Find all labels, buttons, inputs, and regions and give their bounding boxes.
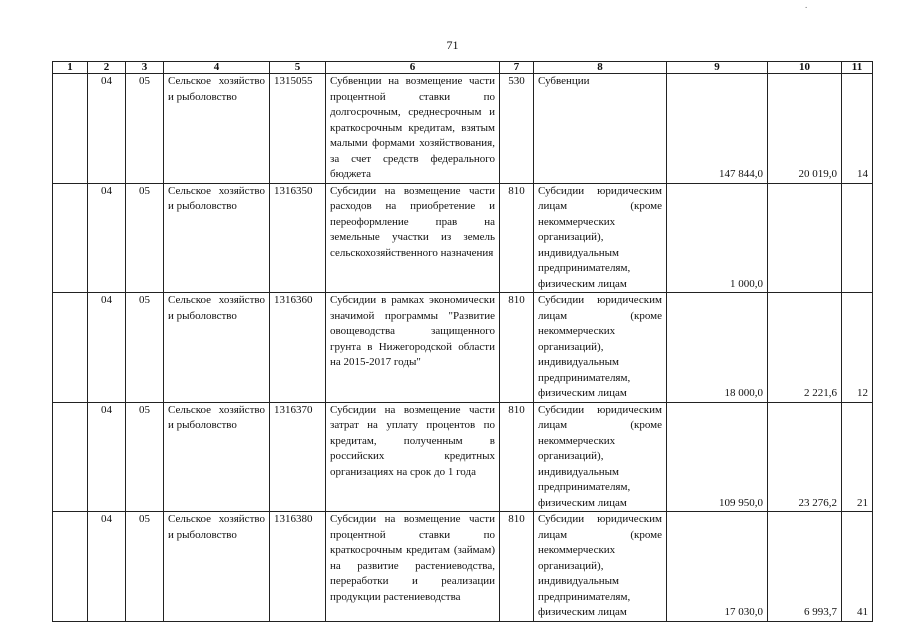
row-index-cell [53, 293, 88, 403]
target-code: 1316360 [270, 293, 326, 403]
subsection-code: 05 [126, 74, 164, 184]
header-cell-7: 7 [500, 62, 534, 74]
header-cell-10: 10 [768, 62, 842, 74]
table-row [53, 293, 873, 403]
expense-description: Субвенции на возмещение части процентной ставки по долгосрочным, среднесрочным и краткосрочным кредитам, взятым малыми формами хозяйствования, за счет средств федерального бюджета [326, 74, 500, 184]
section-name: Сельское хозяйство и рыболовство [164, 293, 270, 403]
table-row [53, 512, 873, 622]
target-code: 1316350 [270, 183, 326, 293]
expense-type-code: 530 [500, 74, 534, 184]
table-row [53, 183, 873, 293]
planned-amount: 109 950,0 [667, 402, 768, 512]
expense-type-code: 810 [500, 183, 534, 293]
budget-table [52, 61, 873, 622]
header-cell-4: 4 [164, 62, 270, 74]
section-name: Сельское хозяйство и рыболовство [164, 74, 270, 184]
expense-description: Субсидии в рамках экономически значимой программы "Развитие овощеводства защищенного грунта в Нижегородской области на 2015-2017 годы" [326, 293, 500, 403]
header-cell-6: 6 [326, 62, 500, 74]
target-code: 1316370 [270, 402, 326, 512]
planned-amount: 18 000,0 [667, 293, 768, 403]
section-code: 04 [88, 402, 126, 512]
header-row [53, 62, 873, 74]
header-cell-3: 3 [126, 62, 164, 74]
percent-executed: 12 [842, 293, 873, 403]
row-index-cell [53, 183, 88, 293]
expense-type-name: Субсидии юридическим лицам (кроме некоммерческих организаций), индивидуальным предпринимателям, физическим лицам [534, 402, 667, 512]
row-index-cell [53, 402, 88, 512]
expense-type-code: 810 [500, 402, 534, 512]
percent-executed: 21 [842, 402, 873, 512]
expense-description: Субсидии на возмещение части расходов на приобретение и переоформление прав на земельные участки из земель сельскохозяйственного назначения [326, 183, 500, 293]
percent-executed: 14 [842, 74, 873, 184]
subsection-code: 05 [126, 293, 164, 403]
planned-amount: 1 000,0 [667, 183, 768, 293]
header-cell-2: 2 [88, 62, 126, 74]
section-code: 04 [88, 183, 126, 293]
expense-type-name: Субсидии юридическим лицам (кроме некоммерческих организаций), индивидуальным предпринимателям, физическим лицам [534, 183, 667, 293]
actual-amount: 6 993,7 [768, 512, 842, 622]
actual-amount: 2 221,6 [768, 293, 842, 403]
header-cell-1: 1 [53, 62, 88, 74]
target-code: 1316380 [270, 512, 326, 622]
expense-type-name: Субвенции [534, 74, 667, 184]
expense-type-name: Субсидии юридическим лицам (кроме некоммерческих организаций), индивидуальным предпринимателям, физическим лицам [534, 512, 667, 622]
subsection-code: 05 [126, 402, 164, 512]
table-row [53, 402, 873, 512]
subsection-code: 05 [126, 183, 164, 293]
header-cell-11: 11 [842, 62, 873, 74]
planned-amount: 147 844,0 [667, 74, 768, 184]
expense-description: Субсидии на возмещение части затрат на уплату процентов по кредитам, полученным в российских кредитных организациях на срок до 1 года [326, 402, 500, 512]
actual-amount [768, 183, 842, 293]
percent-executed: 41 [842, 512, 873, 622]
row-index-cell [53, 74, 88, 184]
header-cell-8: 8 [534, 62, 667, 74]
section-code: 04 [88, 74, 126, 184]
section-code: 04 [88, 293, 126, 403]
section-name: Сельское хозяйство и рыболовство [164, 402, 270, 512]
expense-description: Субсидии на возмещение части процентной ставки по краткосрочным кредитам (займам) на развитие растениеводства, переработки и реализации продукции растениеводства [326, 512, 500, 622]
header-cell-5: 5 [270, 62, 326, 74]
section-code: 04 [88, 512, 126, 622]
expense-type-code: 810 [500, 293, 534, 403]
subsection-code: 05 [126, 512, 164, 622]
table-row [53, 74, 873, 184]
row-index-cell [53, 512, 88, 622]
expense-type-name: Субсидии юридическим лицам (кроме некоммерческих организаций), индивидуальным предпринимателям, физическим лицам [534, 293, 667, 403]
section-name: Сельское хозяйство и рыболовство [164, 183, 270, 293]
target-code: 1315055 [270, 74, 326, 184]
actual-amount: 20 019,0 [768, 74, 842, 184]
header-cell-9: 9 [667, 62, 768, 74]
expense-type-code: 810 [500, 512, 534, 622]
section-name: Сельское хозяйство и рыболовство [164, 512, 270, 622]
planned-amount: 17 030,0 [667, 512, 768, 622]
actual-amount: 23 276,2 [768, 402, 842, 512]
percent-executed [842, 183, 873, 293]
page-number: 71 [446, 38, 459, 52]
corner-mark: . [805, 0, 808, 10]
